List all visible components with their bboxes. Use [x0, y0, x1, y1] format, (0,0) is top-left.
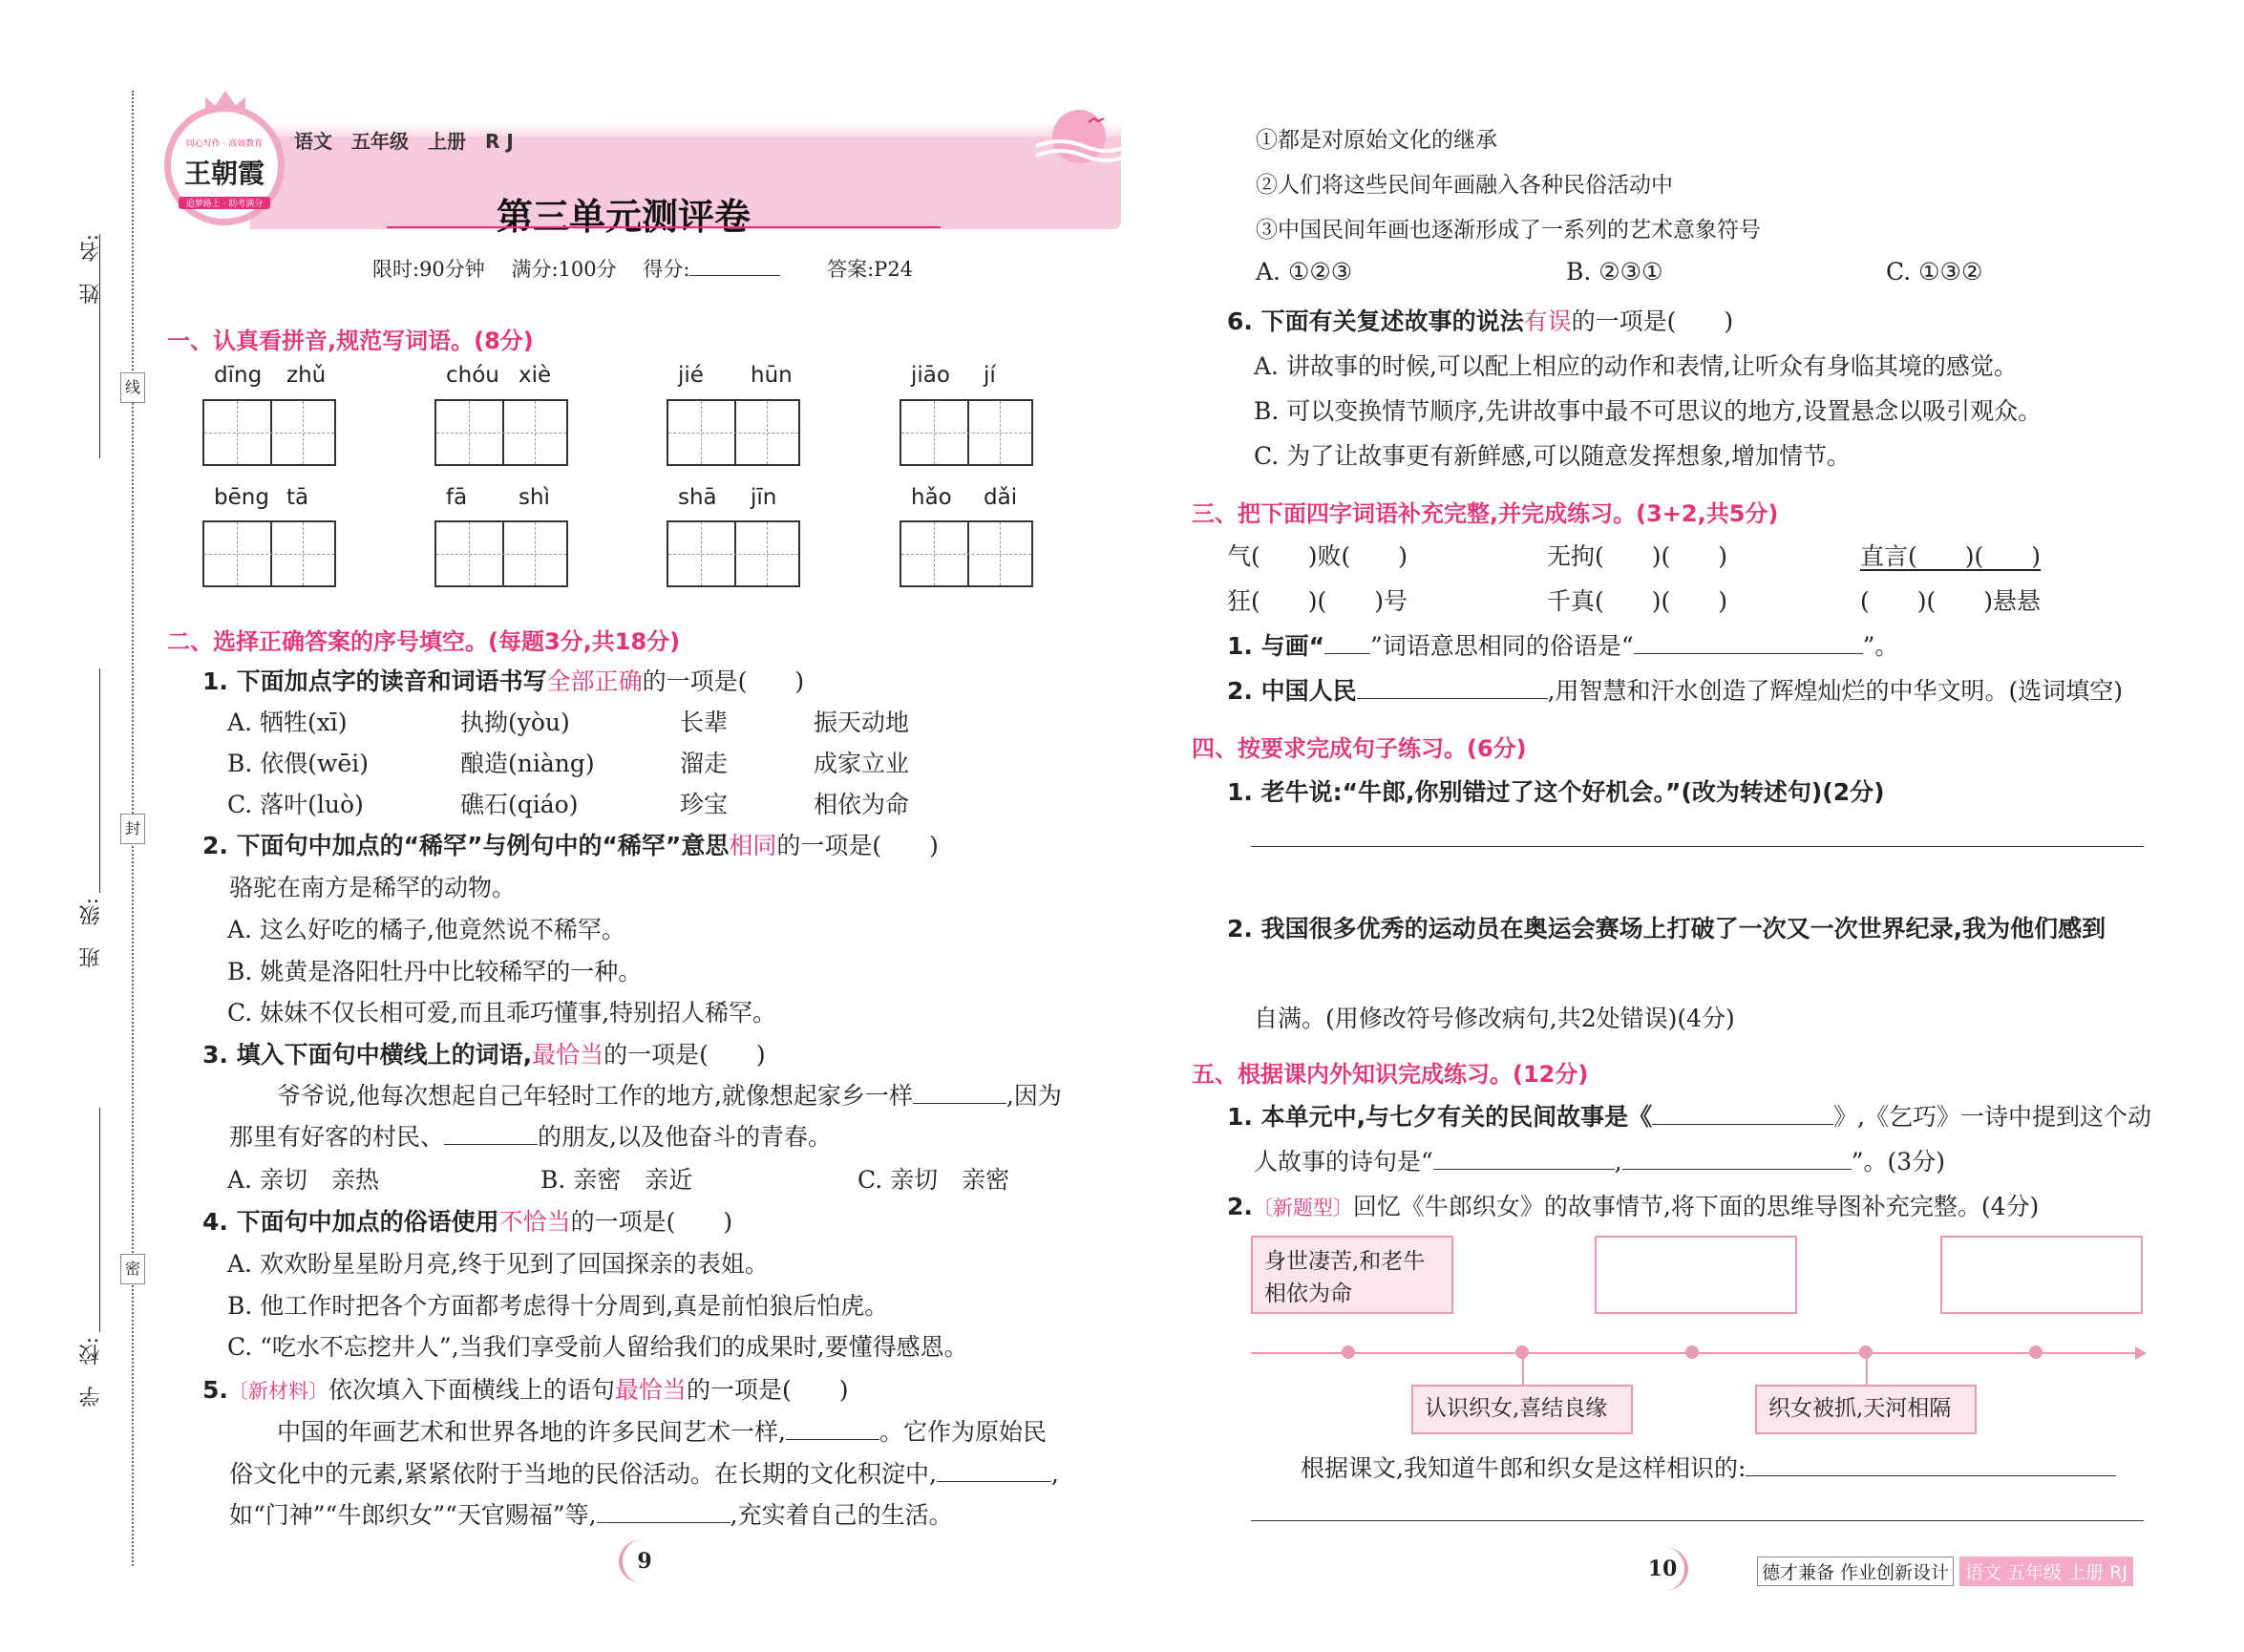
s5-tail: 根据课文,我知道牛郎和织女是这样相识的: — [1301, 1450, 2116, 1484]
q2-stem: 2. 下面句中加点的“稀罕”与例句中的“稀罕”意思相同的一项是( ) — [202, 832, 939, 859]
writing-grid[interactable] — [900, 520, 1033, 587]
school-field[interactable]: 学 校: — [79, 1337, 103, 1408]
q2-example: 骆驼在南方是稀罕的动物。 — [229, 874, 517, 901]
meta-full: 满分:100分 — [511, 258, 617, 281]
pinyin-syllable: chóu — [446, 363, 499, 388]
seal-mark-feng: 封 — [120, 814, 145, 844]
pinyin-syllable: shì — [519, 485, 550, 510]
class-field[interactable]: 班 级: — [79, 898, 103, 968]
pinyin-syllable: fā — [446, 485, 468, 510]
meta-answer: 答案:P24 — [827, 258, 914, 281]
writing-grid[interactable] — [434, 520, 568, 587]
name-field-line — [99, 234, 100, 458]
s5-q1-line2: 人故事的诗句是“ , ”。(3分) — [1254, 1148, 1945, 1175]
q5-blank-3[interactable] — [597, 1522, 730, 1523]
q5-blank-2[interactable] — [937, 1481, 1051, 1482]
q1-option-word: 溜走 — [680, 750, 729, 777]
series-label: 德才兼备 作业创新设计 — [1757, 1557, 1954, 1586]
score-blank[interactable] — [689, 275, 780, 276]
s5-tail-blank[interactable] — [1746, 1475, 2116, 1476]
q5-option-a[interactable]: A. ①②③ — [1256, 258, 1353, 286]
s5-q2: 2.〔新题型〕回忆《牛郎织女》的故事情节,将下面的思维导图补充完整。(4分) — [1227, 1193, 2040, 1220]
q1-stem: 1. 下面加点字的读音和词语书写全部正确的一项是( ) — [202, 667, 805, 695]
pinyin-syllable: hǎo — [911, 485, 952, 510]
q4-option-b[interactable]: B. 他工作时把各个方面都考虑得十分周到,真是前怕狼后怕虎。 — [227, 1292, 889, 1320]
q4-option-a[interactable]: A. 欢欢盼星星盼月亮,终于见到了回国探亲的表姐。 — [227, 1250, 769, 1278]
idiom-2[interactable]: 无拘( )( ) — [1547, 542, 1728, 570]
mindmap-box-5: 织女被抓,天河相隔 — [1755, 1385, 1977, 1434]
s5-q1-line1: 1. 本单元中,与七夕有关的民间故事是《 》,《乞巧》一诗中提到这个动 — [1227, 1103, 2152, 1131]
idiom-6[interactable]: ( )( )悬悬 — [1860, 587, 2042, 615]
q5-option-b[interactable]: B. ②③① — [1566, 258, 1663, 286]
title-underline — [387, 226, 941, 228]
name-field[interactable]: 姓 名: — [79, 234, 103, 305]
s5-q1-blank-1[interactable] — [1652, 1124, 1833, 1125]
idiom-3[interactable]: 直言( )( ) — [1860, 542, 2042, 570]
exam-meta — [372, 254, 913, 283]
q2-option-c[interactable]: C. 妹妹不仅长相可爱,而且乖巧懂事,特别招人稀罕。 — [227, 999, 777, 1027]
q1-option-word: 酿造(niàng) — [460, 750, 595, 777]
q3-stem: 3. 填入下面句中横线上的词语,最恰当的一项是( ) — [202, 1041, 766, 1069]
section-5-header: 五、根据课内外知识完成练习。(12分) — [1192, 1061, 1589, 1088]
q2-option-b[interactable]: B. 姚黄是洛阳牡丹中比较稀罕的一种。 — [227, 958, 643, 985]
mindmap-box-1: 身世凄苦,和老牛相依为命 — [1251, 1236, 1453, 1314]
s3-q2: 2. 中国人民 ,用智慧和汗水创造了辉煌灿烂的中华文明。(选词填空) — [1227, 677, 2124, 705]
writing-grid[interactable] — [434, 399, 568, 466]
page-number-left: 9 — [619, 1539, 667, 1583]
q1-option[interactable]: A. 牺牲(xī) — [227, 709, 348, 736]
section-2-header: 二、选择正确答案的序号填空。(每题3分,共18分) — [167, 628, 681, 655]
q5-passage-line1: 中国的年画艺术和世界各地的许多民间艺术一样, 。它作为原始民 — [277, 1418, 1047, 1446]
q5-blank-1[interactable] — [786, 1439, 879, 1440]
pinyin-syllable: jié — [678, 363, 704, 388]
pinyin-syllable: zhǔ — [286, 363, 327, 388]
s4-q2-line2: 自满。(用修改符号修改病句,共2处错误)(4分) — [1254, 1005, 1735, 1032]
q2-option-a[interactable]: A. 这么好吃的橘子,他竟然说不稀罕。 — [227, 916, 625, 943]
writing-grid[interactable] — [900, 399, 1033, 466]
idiom-4[interactable]: 狂( )( )号 — [1227, 587, 1408, 615]
q3-option-c[interactable]: C. 亲切 亲密 — [857, 1166, 1010, 1194]
page-title: 第三单元测评卷 — [497, 196, 752, 238]
mindmap-box-3[interactable] — [1940, 1236, 2143, 1314]
section-4-header: 四、按要求完成句子练习。(6分) — [1192, 735, 1527, 762]
seal-mark-xian: 线 — [120, 372, 145, 403]
sun-wave-icon — [1031, 103, 1127, 180]
page-number-right: 10 — [1641, 1547, 1688, 1591]
q6-option-b[interactable]: B. 可以变换情节顺序,先讲故事中最不可思议的地方,设置悬念以吸引观众。 — [1254, 397, 2043, 425]
meta-time: 限时:90分钟 — [372, 258, 485, 281]
idiom-5[interactable]: 千真( )( ) — [1547, 587, 1728, 615]
writing-grid[interactable] — [667, 520, 800, 587]
class-field-line — [99, 668, 100, 893]
pinyin-syllable: bēng — [214, 485, 269, 510]
seal-mark-mi: 密 — [120, 1254, 145, 1284]
q3-blank-1[interactable] — [913, 1103, 1006, 1104]
q1-option-word: 执拗(yòu) — [460, 709, 570, 736]
q5-passage-line3: 如“门神”“牛郎织女”“天官赐福”等, ,充实着自己的生活。 — [229, 1501, 953, 1529]
s3-q1-blank-2[interactable] — [1634, 653, 1863, 654]
q1-option-word: 礁石(qiáo) — [460, 791, 579, 818]
mindmap-arrow-icon — [2135, 1346, 2147, 1360]
mindmap-stem-5 — [1866, 1352, 1868, 1385]
pinyin-syllable: dīng — [214, 363, 263, 388]
brand-logo — [164, 105, 285, 225]
logo-sub-top: 同心写作 · 高效教育 — [185, 139, 264, 149]
section-3-header: 三、把下面四字词语补充完整,并完成练习。(3+2,共5分) — [1192, 500, 1779, 527]
pinyin-syllable: xiè — [519, 363, 552, 388]
s4-q1: 1. 老牛说:“牛郎,你别错过了这个好机会。”(改为转述句)(2分) — [1227, 778, 1885, 806]
pinyin-syllable: jiāo — [911, 363, 950, 388]
q1-option-word: 相依为命 — [814, 791, 910, 818]
section-1-header: 一、认真看拼音,规范写词语。(8分) — [167, 328, 534, 354]
q5-passage-line2: 俗文化中的元素,紧紧依附于当地的民俗活动。在长期的文化积淀中, , — [229, 1460, 1059, 1488]
pinyin-syllable: dǎi — [984, 485, 1018, 510]
s3-q2-blank[interactable] — [1357, 698, 1548, 699]
logo-text: 王朝霞 — [183, 158, 265, 189]
q1-option[interactable]: B. 依偎(wēi) — [227, 750, 369, 777]
q3-option-a[interactable]: A. 亲切 亲热 — [227, 1166, 379, 1194]
q1-option-word: 成家立业 — [814, 750, 910, 777]
q1-option-word: 振天动地 — [814, 709, 910, 736]
q6-stem: 6. 下面有关复述故事的说法有误的一项是( ) — [1227, 307, 1734, 335]
meta-score: 得分: — [643, 258, 690, 281]
writing-grid[interactable] — [202, 520, 336, 587]
q3-passage-line1: 爷爷说,他每次想起自己年轻时工作的地方,就像想起家乡一样 ,因为 — [277, 1082, 1062, 1110]
s3-q1: 1. 与画“ ”词语意思相同的俗语是“ ”。 — [1227, 632, 1899, 660]
q5-item-3: ③中国民间年画也逐渐形成了一系列的艺术意象符号 — [1256, 218, 1761, 243]
pinyin-syllable: tā — [286, 485, 309, 510]
q3-blank-2[interactable] — [444, 1144, 538, 1145]
s4-q1-answer-line[interactable] — [1251, 846, 2144, 847]
s5-q1-blank-2[interactable] — [1433, 1169, 1615, 1170]
crown-icon — [205, 91, 245, 112]
mindmap-node-dot — [2029, 1345, 2043, 1359]
header-info: 语文 五年级 上册 R J — [294, 130, 514, 153]
q4-stem: 4. 下面句中加点的俗语使用不恰当的一项是( ) — [202, 1208, 733, 1236]
q6-option-a[interactable]: A. 讲故事的时候,可以配上相应的动作和表情,让听众有身临其境的感觉。 — [1254, 352, 2018, 380]
s5-answer-line[interactable] — [1251, 1520, 2144, 1521]
q3-option-b[interactable]: B. 亲密 亲近 — [540, 1166, 693, 1194]
mindmap-box-4: 认识织女,喜结良缘 — [1411, 1385, 1633, 1434]
pinyin-syllable: shā — [678, 485, 717, 510]
s4-q2-line1: 2. 我国很多优秀的运动员在奥运会赛场上打破了一次又一次世界纪录,我为他们感到 — [1227, 915, 2106, 942]
q5-item-1: ①都是对原始文化的继承 — [1256, 128, 1497, 153]
idiom-1[interactable]: 气( )败( ) — [1227, 542, 1408, 570]
q5-stem: 5.〔新材料〕依次填入下面横线上的语句最恰当的一项是( ) — [202, 1376, 849, 1404]
school-field-line — [99, 1108, 100, 1332]
series-tag: 语文 五年级 上册 RJ — [1959, 1557, 2133, 1586]
q1-option-word: 长辈 — [680, 709, 729, 736]
q5-item-2: ②人们将这些民间年画融入各种民俗活动中 — [1256, 173, 1673, 198]
q6-option-c[interactable]: C. 为了让故事更有新鲜感,可以随意发挥想象,增加情节。 — [1254, 442, 1852, 470]
writing-grid[interactable] — [667, 399, 800, 466]
mindmap-box-2[interactable] — [1595, 1236, 1797, 1314]
writing-grid[interactable] — [202, 399, 336, 466]
q5-option-c[interactable]: C. ①③② — [1886, 258, 1983, 286]
s3-q1-blank-1[interactable] — [1324, 653, 1370, 654]
pinyin-syllable: jīn — [751, 485, 777, 510]
q1-option[interactable]: C. 落叶(luò) — [227, 791, 364, 818]
mindmap-node-dot — [1342, 1345, 1355, 1359]
mindmap-node-dot — [1685, 1345, 1699, 1359]
pinyin-syllable: hūn — [751, 363, 793, 388]
mindmap-stem-4 — [1522, 1352, 1524, 1385]
pinyin-syllable: jí — [984, 363, 996, 388]
q4-option-c[interactable]: C. “吃水不忘挖井人”,当我们享受前人留给我们的成果时,要懂得感恩。 — [227, 1333, 968, 1361]
logo-sub-bottom: 追梦路上 · 助考满分 — [179, 197, 270, 209]
q3-passage-line2: 那里有好客的村民、 的朋友,以及他奋斗的青春。 — [229, 1123, 832, 1151]
s5-q1-blank-3[interactable] — [1622, 1169, 1852, 1170]
q1-option-word: 珍宝 — [680, 791, 729, 818]
